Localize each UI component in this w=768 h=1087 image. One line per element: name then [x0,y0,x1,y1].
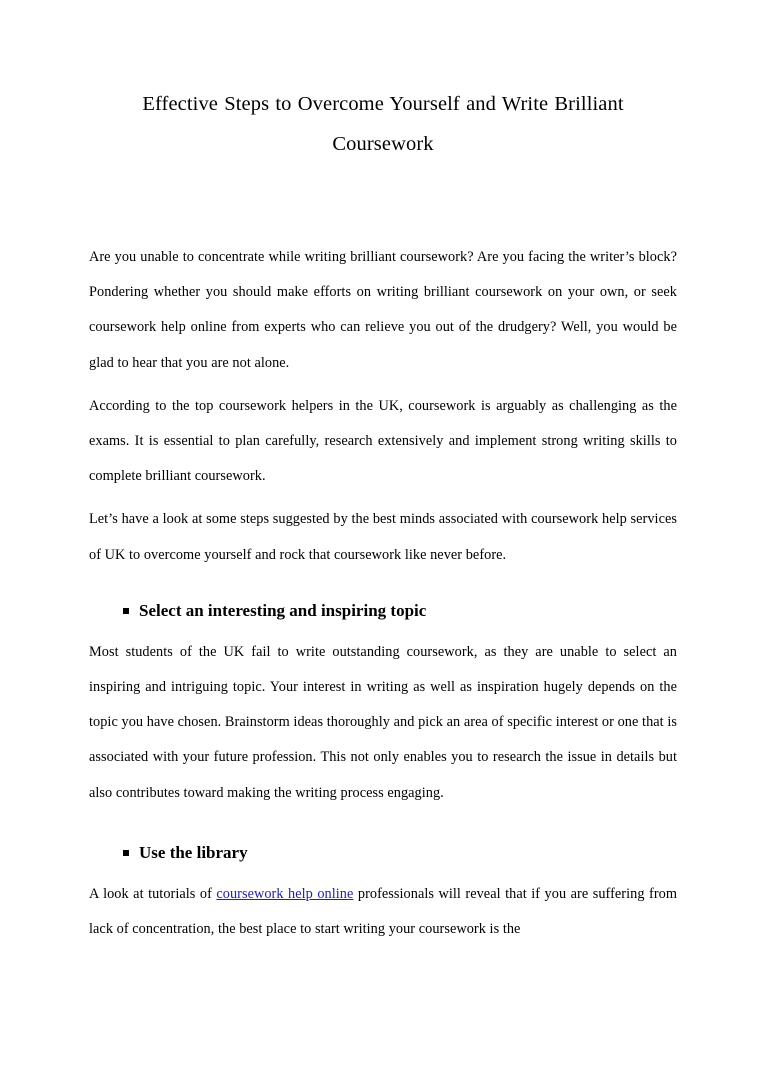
paragraph-intro: Are you unable to concentrate while writing brilliant coursework? Are you facing the writer’s block? Pondering whether you should make efforts on writing brilliant coursework on your own, or seek coursework help online from experts who can relieve you out of the drudgery? Well, you would be glad to hear that you are not alone. [89,249,677,371]
paragraph-topic-body: Most students of the UK fail to write outstanding coursework, as they are unable to select an inspiring and intriguing topic. Your interest in writing as well as inspiration hugely depends on the topic you have chosen. Brainstorm ideas thoroughly and pick an area of specific interest or one that is associated with your future profession. This not only enables you to research the issue in details but also contributes toward making the writing process engaging. [89,643,677,801]
paragraph-lead-in: Let’s have a look at some steps suggested by the best minds associated with coursework help services of UK to overcome yourself and rock that coursework like never before. [89,511,677,563]
square-bullet-icon [123,608,129,614]
paragraph-challenge: According to the top coursework helpers in the UK, coursework is arguably as challenging as the exams. It is essential to plan carefully, research extensively and implement strong writing skills to complete brilliant coursework. [89,397,677,485]
heading-use-library [89,841,677,865]
heading-select-topic [89,599,677,623]
library-text-after-link: professionals will reveal that if you are suffering from lack of concentration, the best place to start writing your coursework is the [89,885,677,938]
document-content [89,0,677,947]
paragraph-library-body [89,877,677,947]
page-title-line-1: Effective Steps to Overcome Yourself and Write Brilliant [142,93,624,115]
coursework-help-online-link[interactable]: coursework help online [216,885,354,902]
page-title [89,0,677,164]
heading-use-library-label: Use the library [139,842,248,862]
library-text-before-link: A look at tutorials of [89,885,217,902]
heading-select-topic-label: Select an interesting and inspiring topic [139,600,427,620]
square-bullet-icon [123,850,129,856]
page-title-line-2: Coursework [332,133,434,155]
